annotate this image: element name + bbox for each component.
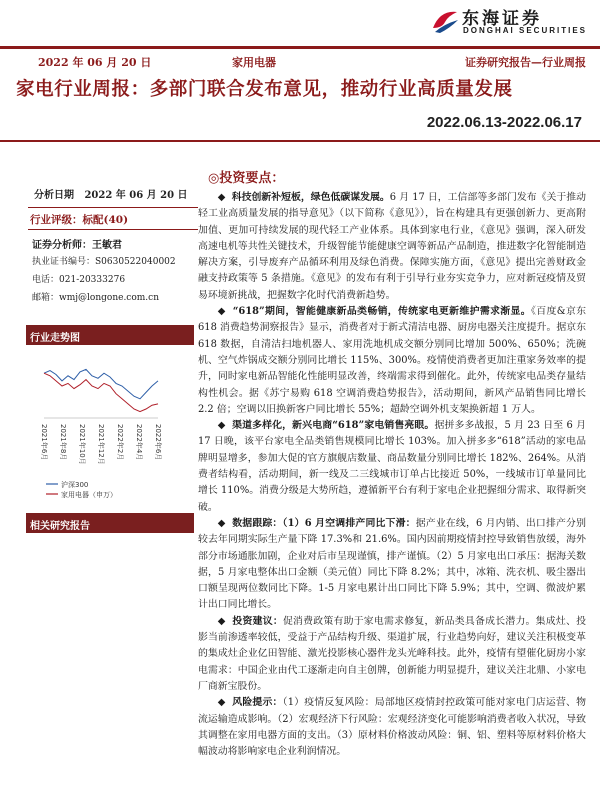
paragraph: ◆ 科技创新补短板，绿色低碳谋发展。6 月 17 日，工信部等多部门发布《关于推动轻工业高质量发展的指导意见》（以下简称《意见》），旨在构建具有更强创新力、更高附加值、更加可持续发展的现代轻工产业体系。具体到家电行业，《意见》强调，深入研发高速电机等共性关键技术，升级智能节能健康空调等新品产品制造，推进数字化智能制造解决方案，引导废弃产品循环利用及绿色消费。保障实施方面，《意见》提出完善财政金融支持政策等 5 条措施。《意见》的发布有利于引导行业夯实竞争力，应对新冠疫情及贸易环境新挑战，把握数字化时代消费新趋势。 [198, 192, 586, 301]
diamond-bullet-icon: ◆ [217, 420, 226, 432]
highlights-title: ◎投资要点： [208, 171, 285, 186]
industry-label: 家用电器 [232, 56, 276, 69]
page-title: 家电行业周报：多部门联合发布意见，推动行业高质量发展 [16, 79, 513, 100]
paragraph: ◆ 数据跟踪：（1）6 月空调排产同比下滑：据产业在线，6 月内销、出口排产分别较去年同期实际生产量下降 17.3%和 21.6%。国内因前期疫情封控导致销售放缓，海外部分市场通胀加剧，企业对后市呈现谨慎，排产谨慎。（2）5 月家电出口承压：据海关数据，5 月家电整体出口金额（美元值）同比下降 8.2%；其中，冰箱、洗衣机、吸尘器出口额呈现两位数同比下降。1-5 月家电累计出口同比下降 5.9%；其中，空调、微波炉累计出口同比增长。 [198, 517, 586, 611]
report-type: 证券研究报告—行业周报 [465, 56, 586, 69]
trend-chart [26, 348, 196, 508]
logo-text: 东海证券 [462, 9, 542, 29]
diamond-bullet-icon: ◆ [217, 697, 226, 709]
legend-label: 沪深300 [61, 481, 89, 489]
phone: 电话：021-20333276 [32, 275, 126, 285]
paragraph: ◆ “618”期间，智能健康新品类畅销，传统家电更新维护需求渐显。《百度&京东 618 消费趋势洞察报告》显示，消费者对于新式清洁电器、厨房电器关注度提升。据京东 618 数据，自清洁扫地机器人、家用洗地机成交额分别同比增加 500%、650%；洗碗机、空气炸锅成交额分别同比增长 115%、300%。疫情使消费者更加注重家务效率的提升，同时家电新品智能化性能明显改善，终端需求得到催化。此外，传统家电品类存量结构性机会。据《苏宁易购 618 空调消费趋势报告》，活动期间，新风产品销售同比增长 2.2 倍；空调以旧换新客户同比增长 55%；超龄空调外机支架换新超 1 万人。 [198, 306, 586, 415]
x-tick-label: 2021年8月 [59, 424, 67, 461]
x-tick-label: 2021年12月 [97, 424, 105, 465]
legend-label: 家用电器（申万） [61, 491, 117, 499]
logo-english: DONGHAI SECURITIES [463, 26, 588, 35]
x-tick-label: 2022年6月 [154, 424, 162, 461]
diamond-bullet-icon: ◆ [217, 306, 226, 318]
highlights-body [198, 190, 586, 760]
paragraph: ◆ 投资建议：促消费政策有助于家电需求修复，新品类具备成长潜力。集成灶、投影当前渗透率较低，受益于产品结构升级、渠道扩展，行业趋势向好，建议关注积极变革的集成灶企业亿田智能、激光投影核心器件龙头光峰科技。此外，疫情有望催化厨房小家电需求：中国企业由代工逐渐走向自主创牌，创新能力明显提升，建议关注北鼎、小家电厂商新宝股份。 [198, 615, 586, 692]
header-bar [0, 46, 600, 73]
diamond-bullet-icon: ◆ [217, 615, 226, 627]
report-date: 2022 年 06 月 20 日 [38, 56, 152, 69]
x-tick-label: 2021年10月 [78, 424, 86, 465]
paragraph: ◆ 风险提示：（1）疫情反复风险：局部地区疫情封控政策可能对家电门店运营、物流运输造成影响。（2）宏观经济下行风险：宏观经济变化可能影响消费者收入状况，导致其调整在家用电器方面的支出。（3）原材料价格波动风险：铜、铝、塑料等原材料价格大幅波动将影响家电企业利润情况。 [198, 697, 586, 758]
series-line-1 [44, 373, 158, 411]
divider [28, 207, 198, 208]
analysis-date: 分析日期 2022 年 06 月 20 日 [34, 190, 188, 201]
series-line-0 [44, 369, 158, 398]
email: 邮箱：wmj@longone.com.cn [32, 293, 159, 303]
x-tick-label: 2021年6月 [40, 424, 48, 461]
trend-chart-header: 行业走势图 [26, 325, 194, 345]
license-number: 执业证书编号：S0630522040002 [32, 257, 176, 267]
divider [0, 140, 600, 142]
related-reports-header: 相关研究报告 [26, 513, 194, 533]
diamond-bullet-icon: ◆ [217, 192, 226, 203]
x-tick-label: 2022年2月 [116, 424, 124, 461]
x-tick-label: 2022年4月 [135, 424, 143, 461]
target-icon: ◎ [208, 171, 220, 186]
industry-rating: 行业评级：标配(40) [30, 214, 129, 226]
analyst: 证券分析师：王敏君 [32, 240, 122, 251]
divider [28, 229, 198, 230]
diamond-bullet-icon: ◆ [217, 517, 226, 529]
paragraph: ◆ 渠道多样化，新兴电商“618”家电销售亮眼。据拼多多战报，5 月 23 日至 6 月 17 日晚，该平台家电全品类销售规模同比增长 103%。加入拼多多“618”活动的家电品牌明显增多，参加大促的官方旗舰店数量、商品数量分别同比增长 182%、264%。从消费者结构看，活动期间，新一线及二三线城市订单占比接近 50%，一线城市订单量同比增长 110%。消费分级是大势所趋，遵循新平台有利于家电企业把握细分需求、取得新突破。 [198, 420, 586, 513]
donghai-logo-icon [430, 6, 460, 36]
date-range: 2022.06.13-2022.06.17 [426, 114, 582, 131]
